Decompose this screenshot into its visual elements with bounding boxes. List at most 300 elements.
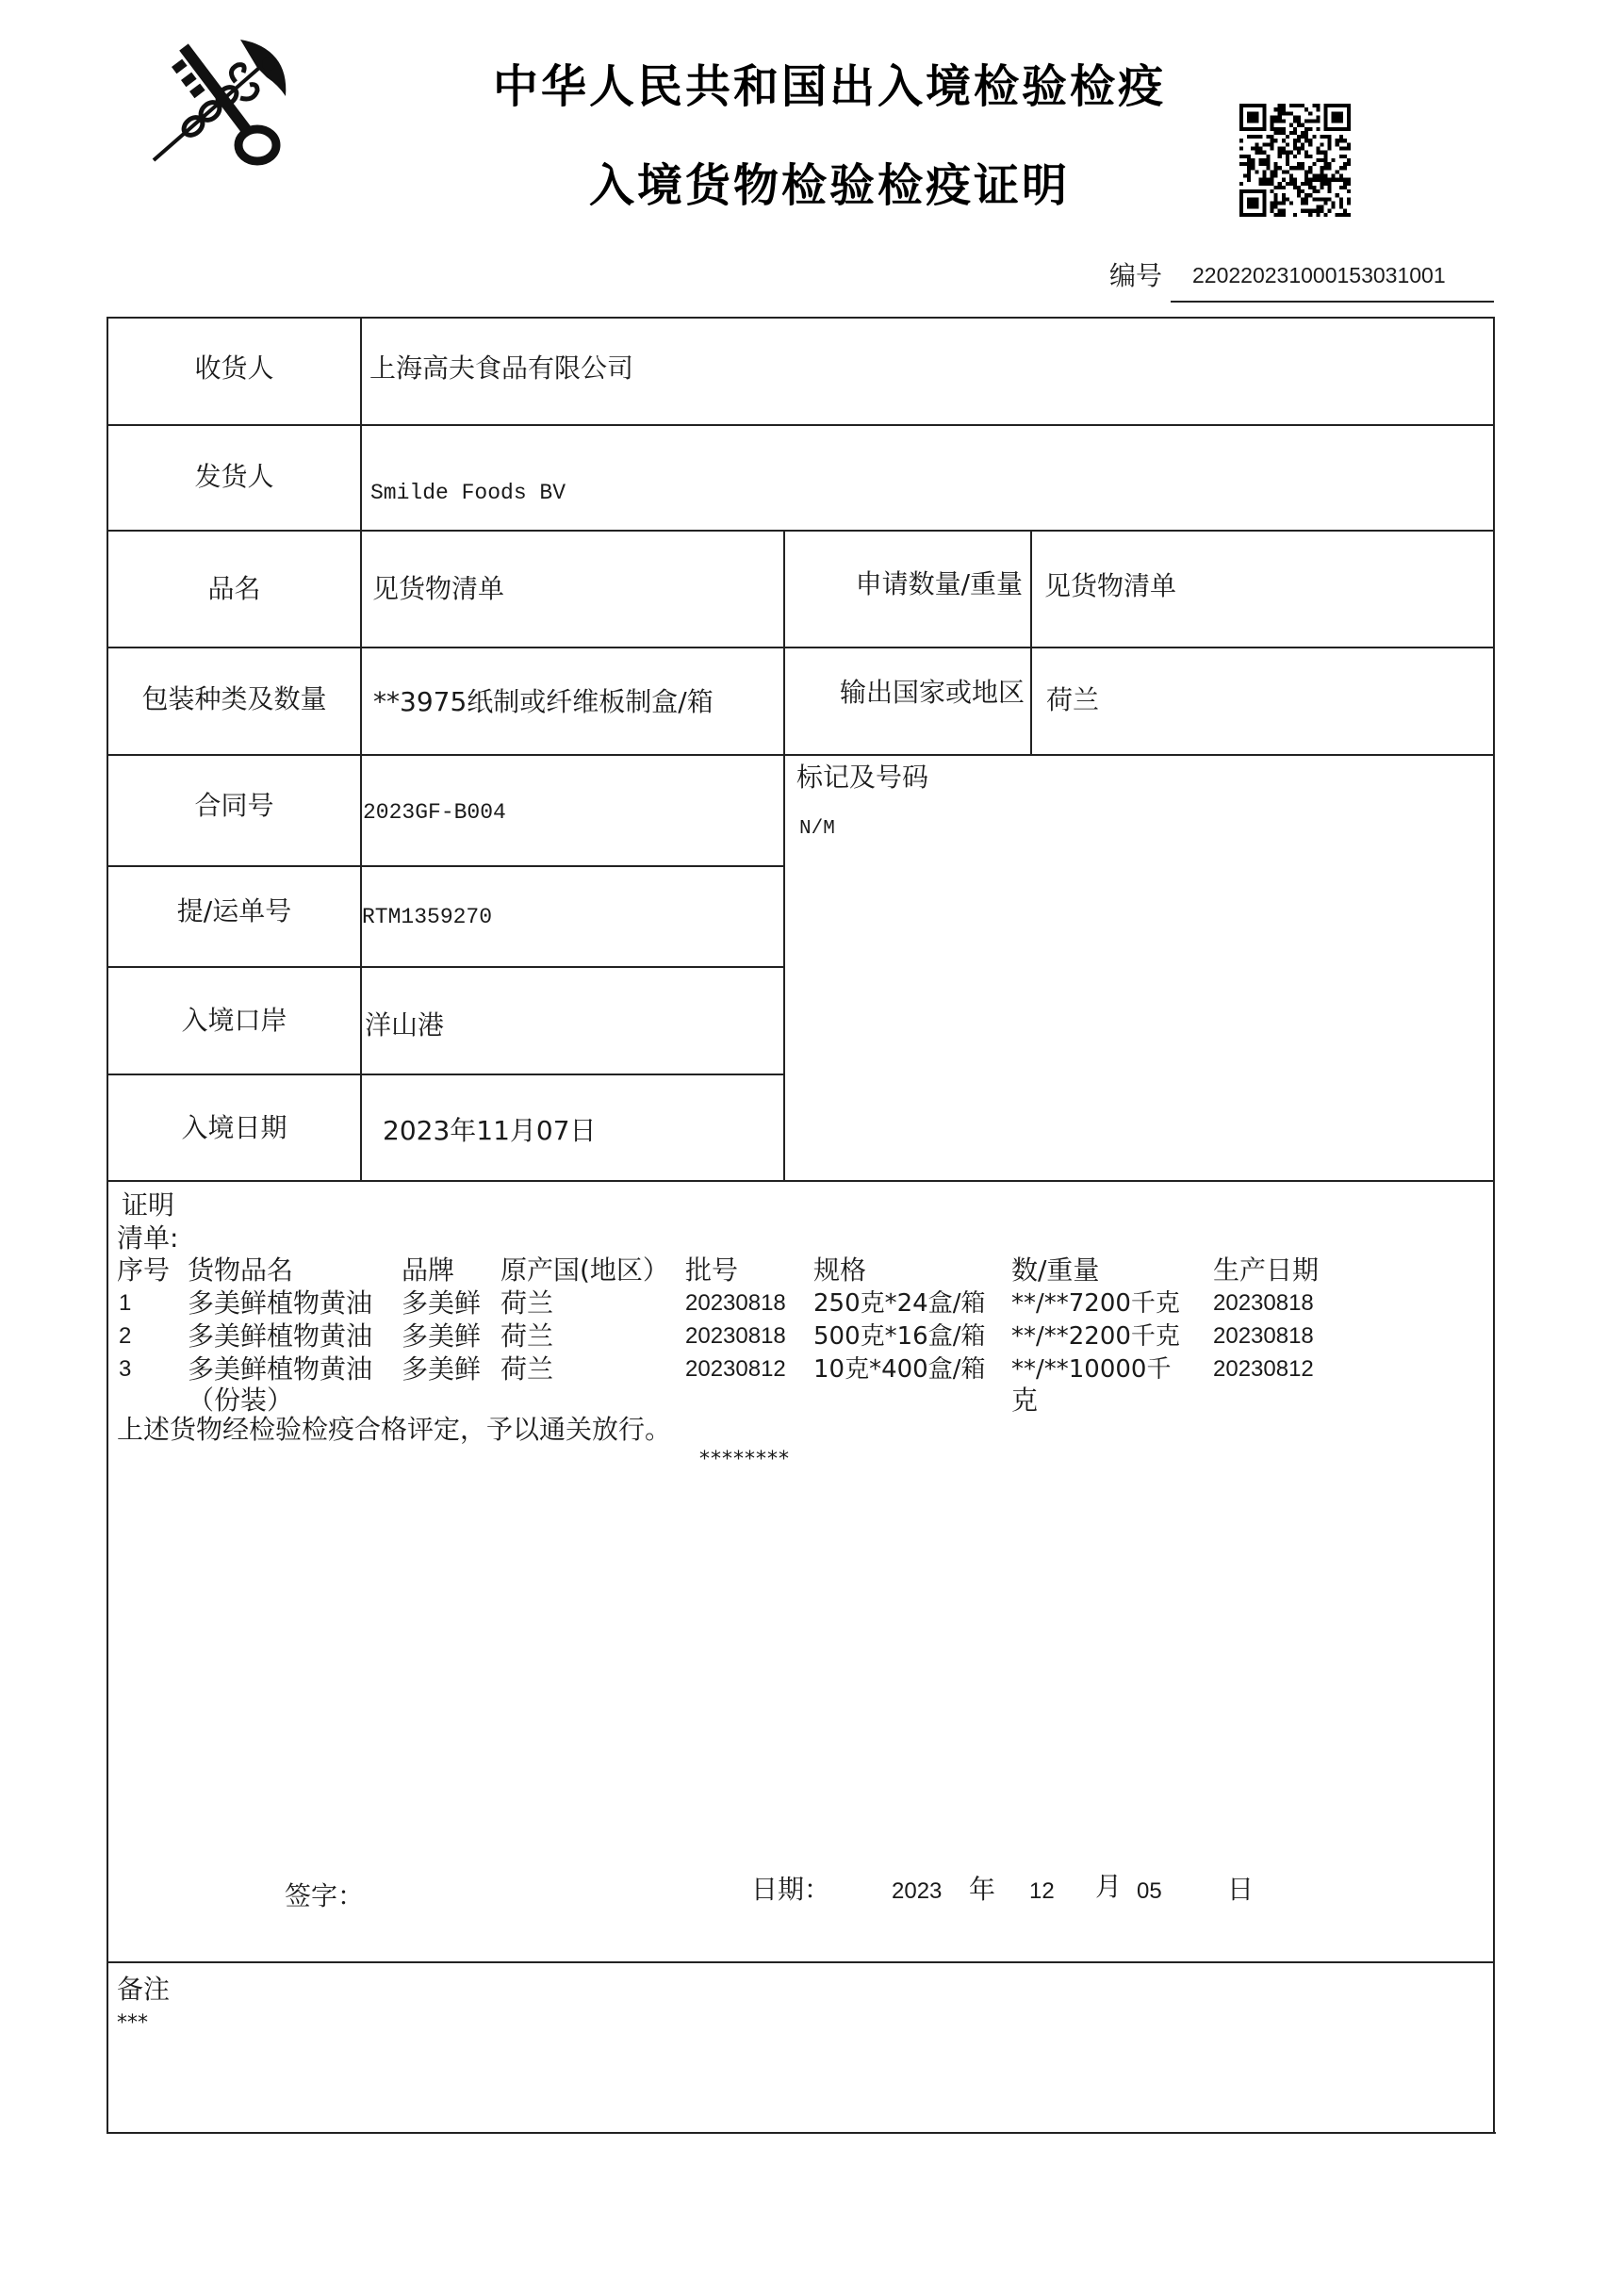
qr-module xyxy=(1324,135,1328,139)
qr-module xyxy=(1247,158,1251,162)
qr-module xyxy=(1289,178,1293,182)
qr-module xyxy=(1297,139,1301,142)
contract-no-label: 合同号 xyxy=(194,790,274,821)
row-divider xyxy=(107,865,785,867)
qr-module xyxy=(1301,166,1304,170)
qr-module xyxy=(1286,182,1289,186)
qr-module xyxy=(1316,205,1320,209)
row-quantity: **/**10000千 xyxy=(1011,1355,1172,1384)
qr-module xyxy=(1297,189,1301,193)
qr-module xyxy=(1297,151,1301,155)
qr-module xyxy=(1339,205,1343,209)
qr-module xyxy=(1278,213,1282,217)
qr-module xyxy=(1324,162,1328,166)
qr-module xyxy=(1347,197,1351,201)
qr-module xyxy=(1239,139,1243,142)
qr-module xyxy=(1286,158,1289,162)
qr-module xyxy=(1312,178,1316,182)
qr-module xyxy=(1258,147,1262,151)
qr-module xyxy=(1258,158,1262,162)
qr-module xyxy=(1293,213,1297,217)
qr-module xyxy=(1274,162,1278,166)
qr-module xyxy=(1266,158,1270,162)
qr-module xyxy=(1282,213,1286,217)
qr-module xyxy=(1301,197,1304,201)
issue-date-year: 2023 xyxy=(892,1878,943,1904)
product-name-value: 见货物清单 xyxy=(372,573,505,604)
qr-module xyxy=(1320,197,1323,201)
qr-module xyxy=(1301,182,1304,186)
qr-module xyxy=(1286,111,1289,115)
entry-date-value: 2023年11月07日 xyxy=(383,1115,597,1146)
qr-module xyxy=(1262,158,1266,162)
row-goods-name: 多美鲜植物黄油 xyxy=(188,1353,373,1385)
quantity-weight-label: 申请数量/重量 xyxy=(855,568,1023,599)
qr-module xyxy=(1282,151,1286,155)
qr-module xyxy=(1324,166,1328,170)
qr-module xyxy=(1258,178,1262,182)
qr-module xyxy=(1320,186,1323,189)
issue-date-day: 05 xyxy=(1137,1878,1162,1904)
column-divider xyxy=(360,317,362,1181)
qr-module xyxy=(1343,209,1347,213)
row-seq: 2 xyxy=(119,1323,132,1349)
column-header: 货物品名 xyxy=(188,1254,294,1286)
qr-module xyxy=(1282,186,1286,189)
packaging-label: 包装种类及数量 xyxy=(141,683,327,714)
qr-module xyxy=(1301,189,1304,193)
qr-module xyxy=(1339,135,1343,139)
qr-module xyxy=(1293,186,1297,189)
qr-module xyxy=(1286,135,1289,139)
qr-module xyxy=(1343,147,1347,151)
qr-module xyxy=(1278,151,1282,155)
row-origin: 荷兰 xyxy=(500,1320,554,1352)
qr-module xyxy=(1328,135,1332,139)
qr-module xyxy=(1274,107,1278,111)
qr-module xyxy=(1278,127,1282,131)
qr-module xyxy=(1324,158,1328,162)
qr-module xyxy=(1312,104,1316,107)
qr-module xyxy=(1274,166,1278,170)
qr-module xyxy=(1282,111,1286,115)
row-brand: 多美鲜 xyxy=(402,1320,482,1352)
qr-module xyxy=(1274,139,1278,142)
qr-module xyxy=(1316,115,1320,119)
row-origin: 荷兰 xyxy=(500,1287,554,1319)
qr-module xyxy=(1274,193,1278,197)
column-header: 序号 xyxy=(117,1254,171,1286)
qr-module xyxy=(1289,173,1293,177)
qr-module xyxy=(1347,142,1351,146)
qr-module xyxy=(1324,182,1328,186)
remarks-label: 备注 xyxy=(117,1974,171,2005)
serial-number: 220220231000153031001 xyxy=(1192,263,1446,287)
qr-module xyxy=(1278,120,1282,123)
qr-module xyxy=(1304,178,1308,182)
qr-module xyxy=(1271,209,1274,213)
qr-module xyxy=(1304,155,1308,158)
qr-module xyxy=(1301,162,1304,166)
qr-module xyxy=(1262,178,1266,182)
qr-module xyxy=(1328,162,1332,166)
qr-module xyxy=(1308,193,1312,197)
qr-module xyxy=(1297,166,1301,170)
qr-module xyxy=(1339,173,1343,177)
qr-module xyxy=(1239,147,1243,151)
qr-module xyxy=(1316,107,1320,111)
qr-module xyxy=(1316,127,1320,131)
qr-module xyxy=(1297,186,1301,189)
qr-module xyxy=(1282,201,1286,205)
qr-module xyxy=(1304,201,1308,205)
issue-date-day-unit: 日 xyxy=(1227,1874,1255,1905)
qr-module xyxy=(1347,178,1351,182)
row-divider xyxy=(107,1180,1494,1182)
qr-module xyxy=(1271,147,1274,151)
qr-module xyxy=(1304,131,1308,135)
qr-module xyxy=(1258,135,1262,139)
qr-module xyxy=(1339,186,1343,189)
qr-module xyxy=(1347,182,1351,186)
qr-module xyxy=(1274,120,1278,123)
row-goods-name: 多美鲜植物黄油 xyxy=(188,1320,373,1352)
qr-module xyxy=(1308,120,1312,123)
qr-module xyxy=(1320,178,1323,182)
column-header: 数/重量 xyxy=(1011,1254,1100,1286)
qr-module xyxy=(1297,123,1301,127)
qr-module xyxy=(1339,147,1343,151)
qr-module xyxy=(1343,182,1347,186)
qr-module xyxy=(1293,104,1297,107)
qr-module xyxy=(1304,151,1308,155)
qr-module xyxy=(1239,182,1243,186)
consignor-label: 发货人 xyxy=(194,461,274,492)
qr-module xyxy=(1347,213,1351,217)
qr-module xyxy=(1293,147,1297,151)
qr-module xyxy=(1293,178,1297,182)
row-quantity-wrap: 克 xyxy=(1011,1385,1039,1416)
qr-module xyxy=(1332,111,1343,123)
qr-module xyxy=(1278,107,1282,111)
qr-module xyxy=(1255,142,1258,146)
qr-module xyxy=(1289,166,1293,170)
row-quantity: **/**2200千克 xyxy=(1011,1322,1180,1351)
qr-module xyxy=(1278,155,1282,158)
qr-module xyxy=(1320,151,1323,155)
qr-module xyxy=(1251,158,1255,162)
qr-module xyxy=(1308,213,1312,217)
row-production-date: 20230812 xyxy=(1213,1356,1314,1382)
qr-module xyxy=(1308,142,1312,146)
qr-module xyxy=(1278,104,1282,107)
qr-module xyxy=(1304,139,1308,142)
qr-module xyxy=(1255,147,1258,151)
qr-module xyxy=(1308,155,1312,158)
row-divider xyxy=(107,530,1494,532)
remarks-value: *** xyxy=(117,2011,148,2035)
qr-module xyxy=(1266,142,1270,146)
product-name-label: 品名 xyxy=(207,573,261,604)
qr-module xyxy=(1289,123,1293,127)
qr-module xyxy=(1247,162,1251,166)
column-header: 生产日期 xyxy=(1213,1254,1320,1286)
qr-module xyxy=(1289,131,1293,135)
qr-module xyxy=(1271,135,1274,139)
qr-module xyxy=(1301,209,1304,213)
row-production-date: 20230818 xyxy=(1213,1290,1314,1316)
qr-module xyxy=(1320,158,1323,162)
qr-module xyxy=(1339,213,1343,217)
qr-module xyxy=(1304,182,1308,186)
qr-module xyxy=(1251,166,1255,170)
qr-module xyxy=(1297,147,1301,151)
qr-module xyxy=(1271,120,1274,123)
qr-module xyxy=(1308,209,1312,213)
qr-module xyxy=(1262,142,1266,146)
qr-module xyxy=(1271,123,1274,127)
row-spec: 500克*16盒/箱 xyxy=(813,1322,986,1351)
qr-module xyxy=(1278,111,1282,115)
qr-module xyxy=(1271,189,1274,193)
row-goods-name-wrap: （份装） xyxy=(188,1385,294,1416)
qr-module xyxy=(1328,139,1332,142)
qr-module xyxy=(1308,170,1312,173)
qr-module xyxy=(1324,151,1328,155)
qr-module xyxy=(1293,115,1297,119)
qr-module xyxy=(1289,201,1293,205)
qr-module xyxy=(1286,155,1289,158)
consignor-value: Smilde Foods BV xyxy=(370,481,566,505)
qr-module xyxy=(1324,197,1328,201)
qr-module xyxy=(1332,178,1336,182)
qr-module xyxy=(1347,158,1351,162)
qr-module xyxy=(1316,189,1320,193)
qr-module xyxy=(1316,209,1320,213)
packaging-value: **3975纸制或纤维板制盒/箱 xyxy=(373,686,714,717)
qr-module xyxy=(1266,166,1270,170)
qr-module xyxy=(1293,166,1297,170)
qr-module xyxy=(1328,178,1332,182)
consignee-value: 上海高夫食品有限公司 xyxy=(369,352,634,384)
row-spec: 10克*400盒/箱 xyxy=(813,1355,986,1384)
qr-module xyxy=(1320,142,1323,146)
row-divider xyxy=(107,647,1494,648)
column-header: 原产国(地区） xyxy=(500,1254,669,1286)
qr-code-icon xyxy=(1239,104,1351,217)
row-batch: 20230818 xyxy=(685,1323,786,1349)
bill-of-lading-label: 提/运单号 xyxy=(176,895,292,926)
qr-module xyxy=(1274,186,1278,189)
qr-module xyxy=(1312,162,1316,166)
qr-module xyxy=(1324,178,1328,182)
qr-module xyxy=(1251,135,1255,139)
qr-module xyxy=(1301,135,1304,139)
qr-module xyxy=(1243,155,1247,158)
qr-module xyxy=(1266,178,1270,182)
qr-module xyxy=(1271,201,1274,205)
table-right-border xyxy=(1493,317,1495,2134)
end-mark: ******** xyxy=(699,1448,790,1471)
qr-module xyxy=(1258,151,1262,155)
quantity-weight-value: 见货物清单 xyxy=(1044,570,1177,601)
qr-module xyxy=(1301,104,1304,107)
qr-module xyxy=(1278,182,1282,186)
qr-module xyxy=(1278,131,1282,135)
qr-module xyxy=(1312,173,1316,177)
row-divider xyxy=(107,424,1494,426)
entry-port-label: 入境口岸 xyxy=(181,1005,287,1036)
qr-module xyxy=(1332,158,1336,162)
document-title: 中华人民共和国出入境检验检疫 xyxy=(492,60,1166,113)
qr-module xyxy=(1312,197,1316,201)
issue-date-label: 日期： xyxy=(751,1874,831,1905)
qr-module xyxy=(1271,142,1274,146)
qr-module xyxy=(1312,135,1316,139)
qr-module xyxy=(1332,201,1336,205)
serial-underline xyxy=(1171,301,1494,303)
qr-module xyxy=(1271,115,1274,119)
qr-module xyxy=(1301,142,1304,146)
qr-module xyxy=(1336,178,1339,182)
qr-module xyxy=(1278,209,1282,213)
qr-module xyxy=(1266,155,1270,158)
serial-label: 编号 xyxy=(1109,260,1163,291)
qr-module xyxy=(1328,166,1332,170)
qr-module xyxy=(1336,142,1339,146)
qr-module xyxy=(1247,170,1251,173)
qr-module xyxy=(1239,162,1243,166)
customs-emblem-icon xyxy=(146,30,292,170)
qr-module xyxy=(1282,178,1286,182)
qr-module xyxy=(1343,186,1347,189)
qr-module xyxy=(1339,139,1343,142)
qr-module xyxy=(1339,155,1343,158)
row-brand: 多美鲜 xyxy=(402,1287,482,1319)
qr-module xyxy=(1266,162,1270,166)
qr-module xyxy=(1293,155,1297,158)
qr-module xyxy=(1255,170,1258,173)
qr-module xyxy=(1247,166,1251,170)
row-batch: 20230812 xyxy=(685,1356,786,1382)
qr-module xyxy=(1320,182,1323,186)
qr-module xyxy=(1247,173,1251,177)
qr-module xyxy=(1336,213,1339,217)
qr-module xyxy=(1308,166,1312,170)
qr-module xyxy=(1324,213,1328,217)
qr-module xyxy=(1347,147,1351,151)
qr-module xyxy=(1304,209,1308,213)
qr-module xyxy=(1328,147,1332,151)
qr-module xyxy=(1278,147,1282,151)
qr-module xyxy=(1247,135,1251,139)
qr-module xyxy=(1316,173,1320,177)
column-header: 批号 xyxy=(685,1254,739,1286)
qr-module xyxy=(1336,170,1339,173)
qr-module xyxy=(1282,104,1286,107)
qr-module xyxy=(1278,201,1282,205)
qr-module xyxy=(1328,197,1332,201)
qr-module xyxy=(1316,197,1320,201)
qr-module xyxy=(1304,107,1308,111)
qr-module xyxy=(1304,170,1308,173)
qr-module xyxy=(1304,127,1308,131)
qr-module xyxy=(1297,115,1301,119)
qr-module xyxy=(1328,186,1332,189)
qr-module xyxy=(1286,151,1289,155)
qr-module xyxy=(1255,151,1258,155)
marks-value: N/M xyxy=(799,818,835,840)
qr-module xyxy=(1297,162,1301,166)
qr-module xyxy=(1343,213,1347,217)
entry-date-label: 入境日期 xyxy=(181,1112,287,1143)
qr-module xyxy=(1308,139,1312,142)
qr-module xyxy=(1304,197,1308,201)
column-header: 规格 xyxy=(813,1254,867,1286)
qr-module xyxy=(1286,170,1289,173)
qr-module xyxy=(1308,182,1312,186)
qr-module xyxy=(1293,142,1297,146)
qr-module xyxy=(1278,186,1282,189)
qr-module xyxy=(1251,162,1255,166)
qr-module xyxy=(1339,197,1343,201)
qr-module xyxy=(1297,104,1301,107)
qr-module xyxy=(1301,147,1304,151)
qr-module xyxy=(1289,182,1293,186)
contract-no-value: 2023GF-B004 xyxy=(363,800,506,825)
qr-module xyxy=(1320,135,1323,139)
qr-module xyxy=(1282,127,1286,131)
qr-module xyxy=(1328,209,1332,213)
qr-module xyxy=(1289,151,1293,155)
qr-module xyxy=(1343,155,1347,158)
qr-module xyxy=(1274,173,1278,177)
column-header: 品牌 xyxy=(402,1254,455,1286)
qr-module xyxy=(1274,213,1278,217)
qr-module xyxy=(1316,120,1320,123)
row-seq: 1 xyxy=(119,1290,132,1316)
qr-module xyxy=(1262,151,1266,155)
qr-module xyxy=(1258,182,1262,186)
qr-module xyxy=(1282,197,1286,201)
row-divider xyxy=(107,1961,1494,1963)
qr-module xyxy=(1271,139,1274,142)
qr-module xyxy=(1293,182,1297,186)
marks-label: 标记及号码 xyxy=(796,762,929,793)
qr-module xyxy=(1320,173,1323,177)
qr-module xyxy=(1243,162,1247,166)
qr-module xyxy=(1328,182,1332,186)
qr-module xyxy=(1347,189,1351,193)
qr-module xyxy=(1347,201,1351,205)
row-brand: 多美鲜 xyxy=(402,1353,482,1385)
qr-module xyxy=(1308,127,1312,131)
qr-module xyxy=(1271,173,1274,177)
bill-of-lading-value: RTM1359270 xyxy=(362,905,493,929)
qr-module xyxy=(1304,120,1308,123)
qr-module xyxy=(1320,209,1323,213)
qr-module xyxy=(1320,205,1323,209)
qr-module xyxy=(1312,209,1316,213)
qr-module xyxy=(1343,178,1347,182)
qr-module xyxy=(1293,131,1297,135)
signature-label: 签字： xyxy=(285,1880,365,1911)
row-production-date: 20230818 xyxy=(1213,1323,1314,1349)
qr-module xyxy=(1271,178,1274,182)
qr-module xyxy=(1316,158,1320,162)
qr-module xyxy=(1339,201,1343,205)
table-bottom-border xyxy=(107,2132,1496,2134)
